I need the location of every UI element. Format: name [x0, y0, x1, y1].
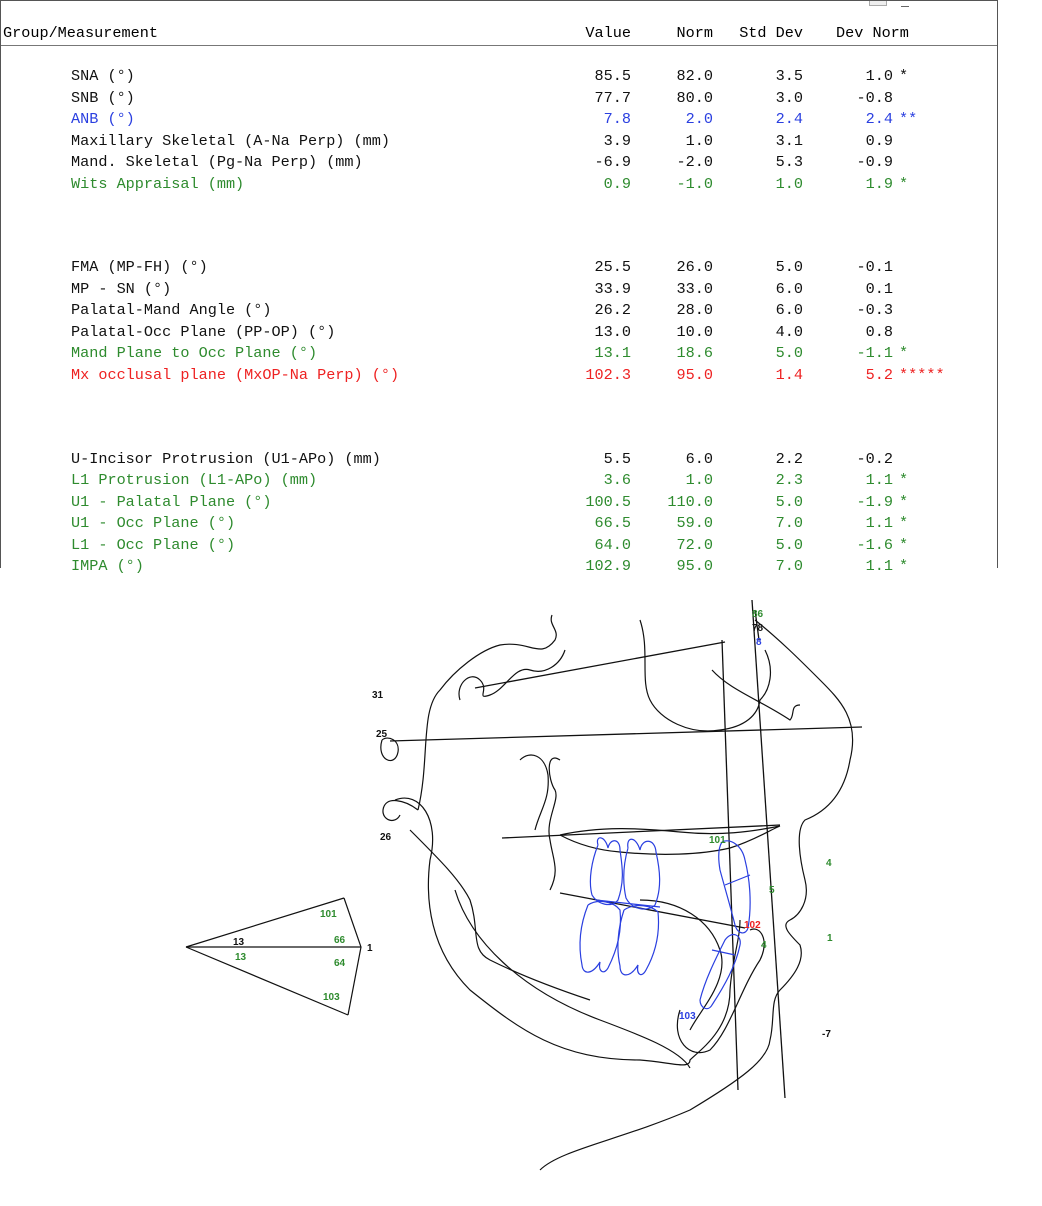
- cephalometric-tracing: [0, 568, 1042, 1206]
- measurement-dev-norm: 0.9: [865, 131, 893, 150]
- measurement-name: Palatal-Mand Angle (°): [71, 301, 272, 320]
- measurement-dev-norm: -1.6: [856, 535, 893, 554]
- measurement-value: 7.8: [603, 110, 631, 128]
- table-row: [1, 152, 997, 174]
- diagram-label-w66: 66: [334, 935, 346, 946]
- diagram-label-rneg7: -7: [822, 1029, 831, 1040]
- measurement-dev-norm: 5.2: [865, 365, 893, 384]
- palatal-plane: [502, 825, 780, 838]
- measurement-norm: 1.0: [685, 131, 713, 150]
- measurement-norm: 95.0: [676, 365, 713, 384]
- diagram-label-l5: 5: [769, 885, 775, 896]
- pterygomaxillary-fissure: [520, 755, 548, 830]
- measurement-value: 26.2: [594, 301, 631, 320]
- measurement-std-dev: 5.0: [775, 344, 803, 363]
- diagram-label-l103: 103: [679, 1011, 696, 1022]
- lower-crown-line: [712, 950, 735, 955]
- measurement-value: 102.9: [585, 557, 631, 576]
- table-row: [1, 535, 997, 557]
- measurement-norm: 82.0: [676, 67, 713, 85]
- measurement-std-dev: 5.3: [775, 153, 803, 171]
- measurement-norm: 72.0: [676, 535, 713, 554]
- measurement-norm: 1.0: [685, 471, 713, 490]
- measurement-name: FMA (MP-FH) (°): [71, 258, 208, 277]
- lower-border: [455, 890, 690, 1068]
- measurement-value: 3.6: [603, 471, 631, 490]
- measurement-value: 0.9: [603, 174, 631, 193]
- measurement-norm: 28.0: [676, 301, 713, 320]
- pterygoid-outline: [549, 758, 560, 890]
- measurement-dev-norm: -0.8: [856, 88, 893, 107]
- diagram-label-l101: 101: [709, 835, 726, 846]
- measurement-value: 33.9: [594, 279, 631, 298]
- measurement-value: 85.5: [594, 67, 631, 85]
- measurement-norm: 18.6: [676, 344, 713, 363]
- measurement-dev-norm: -0.3: [856, 301, 893, 320]
- measurement-norm: 110.0: [667, 492, 713, 511]
- measurement-norm: 59.0: [676, 514, 713, 533]
- measurement-value: 13.1: [594, 344, 631, 363]
- measurement-name: Palatal-Occ Plane (PP-OP) (°): [71, 322, 336, 341]
- table-row: [1, 174, 997, 196]
- measurement-std-dev: 7.0: [775, 514, 803, 533]
- lower-molar-2: [618, 906, 659, 975]
- measurement-name: Mx occlusal plane (MxOP-Na Perp) (°): [71, 365, 400, 384]
- diagram-label-w13b: 13: [235, 952, 247, 963]
- header-norm: Norm: [676, 24, 713, 42]
- measurement-norm: 26.0: [676, 258, 713, 277]
- measurement-dev-norm: 0.8: [865, 322, 893, 341]
- measurement-std-dev: 3.0: [775, 88, 803, 107]
- measurement-value: -6.9: [594, 153, 631, 171]
- cephalometric-report-table: [0, 0, 998, 576]
- measurement-std-dev: 1.0: [775, 174, 803, 193]
- measurement-std-dev: 5.0: [775, 258, 803, 277]
- table-row: [1, 109, 997, 131]
- measurement-value: 77.7: [594, 88, 631, 107]
- measurement-name: U-Incisor Protrusion (U1-APo) (mm): [71, 449, 381, 468]
- significance-stars: *: [899, 535, 909, 554]
- wedge-lower-edge: [186, 947, 348, 1015]
- measurement-value: 66.5: [594, 514, 631, 533]
- measurement-dev-norm: 0.1: [865, 279, 893, 298]
- measurement-dev-norm: -1.1: [856, 344, 893, 363]
- measurement-std-dev: 7.0: [775, 557, 803, 576]
- measurement-dev-norm: -0.1: [856, 258, 893, 277]
- table-row: [1, 88, 997, 110]
- table-row: [1, 470, 997, 492]
- measurement-dev-norm: 1.1: [865, 514, 893, 533]
- diagram-label-l31: 31: [372, 690, 384, 701]
- measurement-norm: 10.0: [676, 322, 713, 341]
- table-row: [1, 322, 997, 344]
- occlusal-plane: [560, 893, 745, 928]
- e-line: [752, 600, 785, 1098]
- table-row: [1, 365, 997, 387]
- wedge-upper-edge: [186, 898, 344, 947]
- measurement-norm: 33.0: [676, 279, 713, 298]
- measurement-std-dev: 5.0: [775, 492, 803, 511]
- measurement-name: U1 - Occ Plane (°): [71, 514, 236, 533]
- measurement-name: Maxillary Skeletal (A-Na Perp) (mm): [71, 131, 390, 150]
- measurement-norm: 95.0: [676, 557, 713, 576]
- significance-stars: *: [899, 67, 909, 85]
- measurement-std-dev: 3.1: [775, 131, 803, 150]
- diagram-label-l25: 25: [376, 729, 388, 740]
- measurement-std-dev: 4.0: [775, 322, 803, 341]
- measurement-name: SNB (°): [71, 88, 135, 107]
- measurement-dev-norm: 1.9: [865, 174, 893, 193]
- measurement-dev-norm: 2.4: [865, 110, 893, 128]
- cranial-outline: [418, 615, 556, 810]
- table-row: [1, 492, 997, 514]
- measurement-norm: 2.0: [685, 110, 713, 128]
- diagram-label-l78: 78: [752, 623, 764, 634]
- diagram-label-w103: 103: [323, 992, 340, 1003]
- table-row: [1, 449, 997, 471]
- measurement-name: U1 - Palatal Plane (°): [71, 492, 272, 511]
- header-dev-norm: Dev Norm: [836, 24, 909, 42]
- upper-molar-2: [624, 839, 660, 909]
- measurement-std-dev: 6.0: [775, 301, 803, 320]
- occiput-curve: [383, 801, 418, 821]
- diagram-label-w13a: 13: [233, 937, 245, 948]
- significance-stars: *: [899, 514, 909, 533]
- measurement-norm: -2.0: [676, 153, 713, 171]
- measurement-norm: 80.0: [676, 88, 713, 107]
- measurement-name: Mand Plane to Occ Plane (°): [71, 344, 318, 363]
- diagram-label-w64: 64: [334, 958, 346, 969]
- measurement-dev-norm: 1.0: [865, 67, 893, 85]
- table-row: [1, 279, 997, 301]
- measurement-value: 100.5: [585, 492, 631, 511]
- lower-molar-1: [580, 901, 621, 972]
- measurement-dev-norm: -0.9: [856, 153, 893, 171]
- table-header: [1, 23, 997, 46]
- measurement-name: L1 Protrusion (L1-APo) (mm): [71, 471, 318, 490]
- diagram-label-r4: 4: [826, 858, 832, 869]
- diagram-label-l4a: 4: [761, 940, 767, 951]
- diagram-label-r1: 1: [827, 933, 833, 944]
- measurement-std-dev: 2.3: [775, 471, 803, 490]
- ramus-outline: [410, 830, 590, 1000]
- measurement-norm: -1.0: [676, 174, 713, 193]
- table-row: [1, 300, 997, 322]
- significance-stars: *: [899, 557, 909, 576]
- significance-stars: *: [899, 471, 909, 490]
- diagram-label-l26: 26: [380, 832, 392, 843]
- measurement-name: SNA (°): [71, 67, 135, 85]
- measurement-name: IMPA (°): [71, 557, 144, 576]
- measurement-std-dev: 6.0: [775, 279, 803, 298]
- header-value: Value: [585, 24, 631, 42]
- table-row: [1, 513, 997, 535]
- soft-tissue-profile: [540, 620, 853, 1170]
- diagram-label-l8: 8: [756, 637, 762, 648]
- fh-line: [390, 727, 862, 741]
- wedge-right-edge: [344, 898, 361, 1015]
- sn-line: [475, 642, 725, 688]
- measurement-dev-norm: 1.1: [865, 471, 893, 490]
- measurement-name: MP - SN (°): [71, 279, 172, 298]
- measurement-std-dev: 2.2: [775, 449, 803, 468]
- measurement-name: L1 - Occ Plane (°): [71, 535, 236, 554]
- table-row: [1, 66, 997, 88]
- measurement-std-dev: 5.0: [775, 535, 803, 554]
- window-control-stub: [901, 1, 909, 7]
- orbit-outline: [640, 620, 770, 731]
- header-group-measurement: Group/Measurement: [3, 24, 158, 42]
- significance-stars: *: [899, 344, 909, 363]
- table-row: [1, 131, 997, 153]
- measurement-std-dev: 2.4: [775, 110, 803, 128]
- measurement-value: 3.9: [603, 131, 631, 150]
- measurement-norm: 6.0: [685, 449, 713, 468]
- measurement-dev-norm: -1.9: [856, 492, 893, 511]
- table-row: [1, 343, 997, 365]
- diagram-label-w101: 101: [320, 909, 337, 920]
- window-control-stub: [869, 1, 887, 6]
- diagram-label-w1: 1: [367, 943, 373, 954]
- table-row: [1, 257, 997, 279]
- measurement-dev-norm: -0.2: [856, 449, 893, 468]
- significance-stars: **: [899, 110, 918, 128]
- measurement-name: ANB (°): [71, 110, 135, 128]
- diagram-label-l102: 102: [744, 920, 761, 931]
- measurement-name: Mand. Skeletal (Pg-Na Perp) (mm): [71, 153, 363, 171]
- significance-stars: *****: [899, 365, 945, 384]
- measurement-name: Wits Appraisal (mm): [71, 174, 245, 193]
- measurement-std-dev: 1.4: [775, 365, 803, 384]
- significance-stars: *: [899, 174, 909, 193]
- na-perp-line: [722, 640, 738, 1090]
- header-std-dev: Std Dev: [739, 24, 803, 42]
- measurement-value: 64.0: [594, 535, 631, 554]
- measurement-dev-norm: 1.1: [865, 557, 893, 576]
- measurement-value: 25.5: [594, 258, 631, 277]
- significance-stars: *: [899, 492, 909, 511]
- measurement-value: 102.3: [585, 365, 631, 384]
- measurement-value: 5.5: [603, 449, 631, 468]
- upper-crown-line: [725, 875, 750, 885]
- measurement-std-dev: 3.5: [775, 67, 803, 85]
- measurement-value: 13.0: [594, 322, 631, 341]
- diagram-label-l86: 86: [752, 609, 764, 620]
